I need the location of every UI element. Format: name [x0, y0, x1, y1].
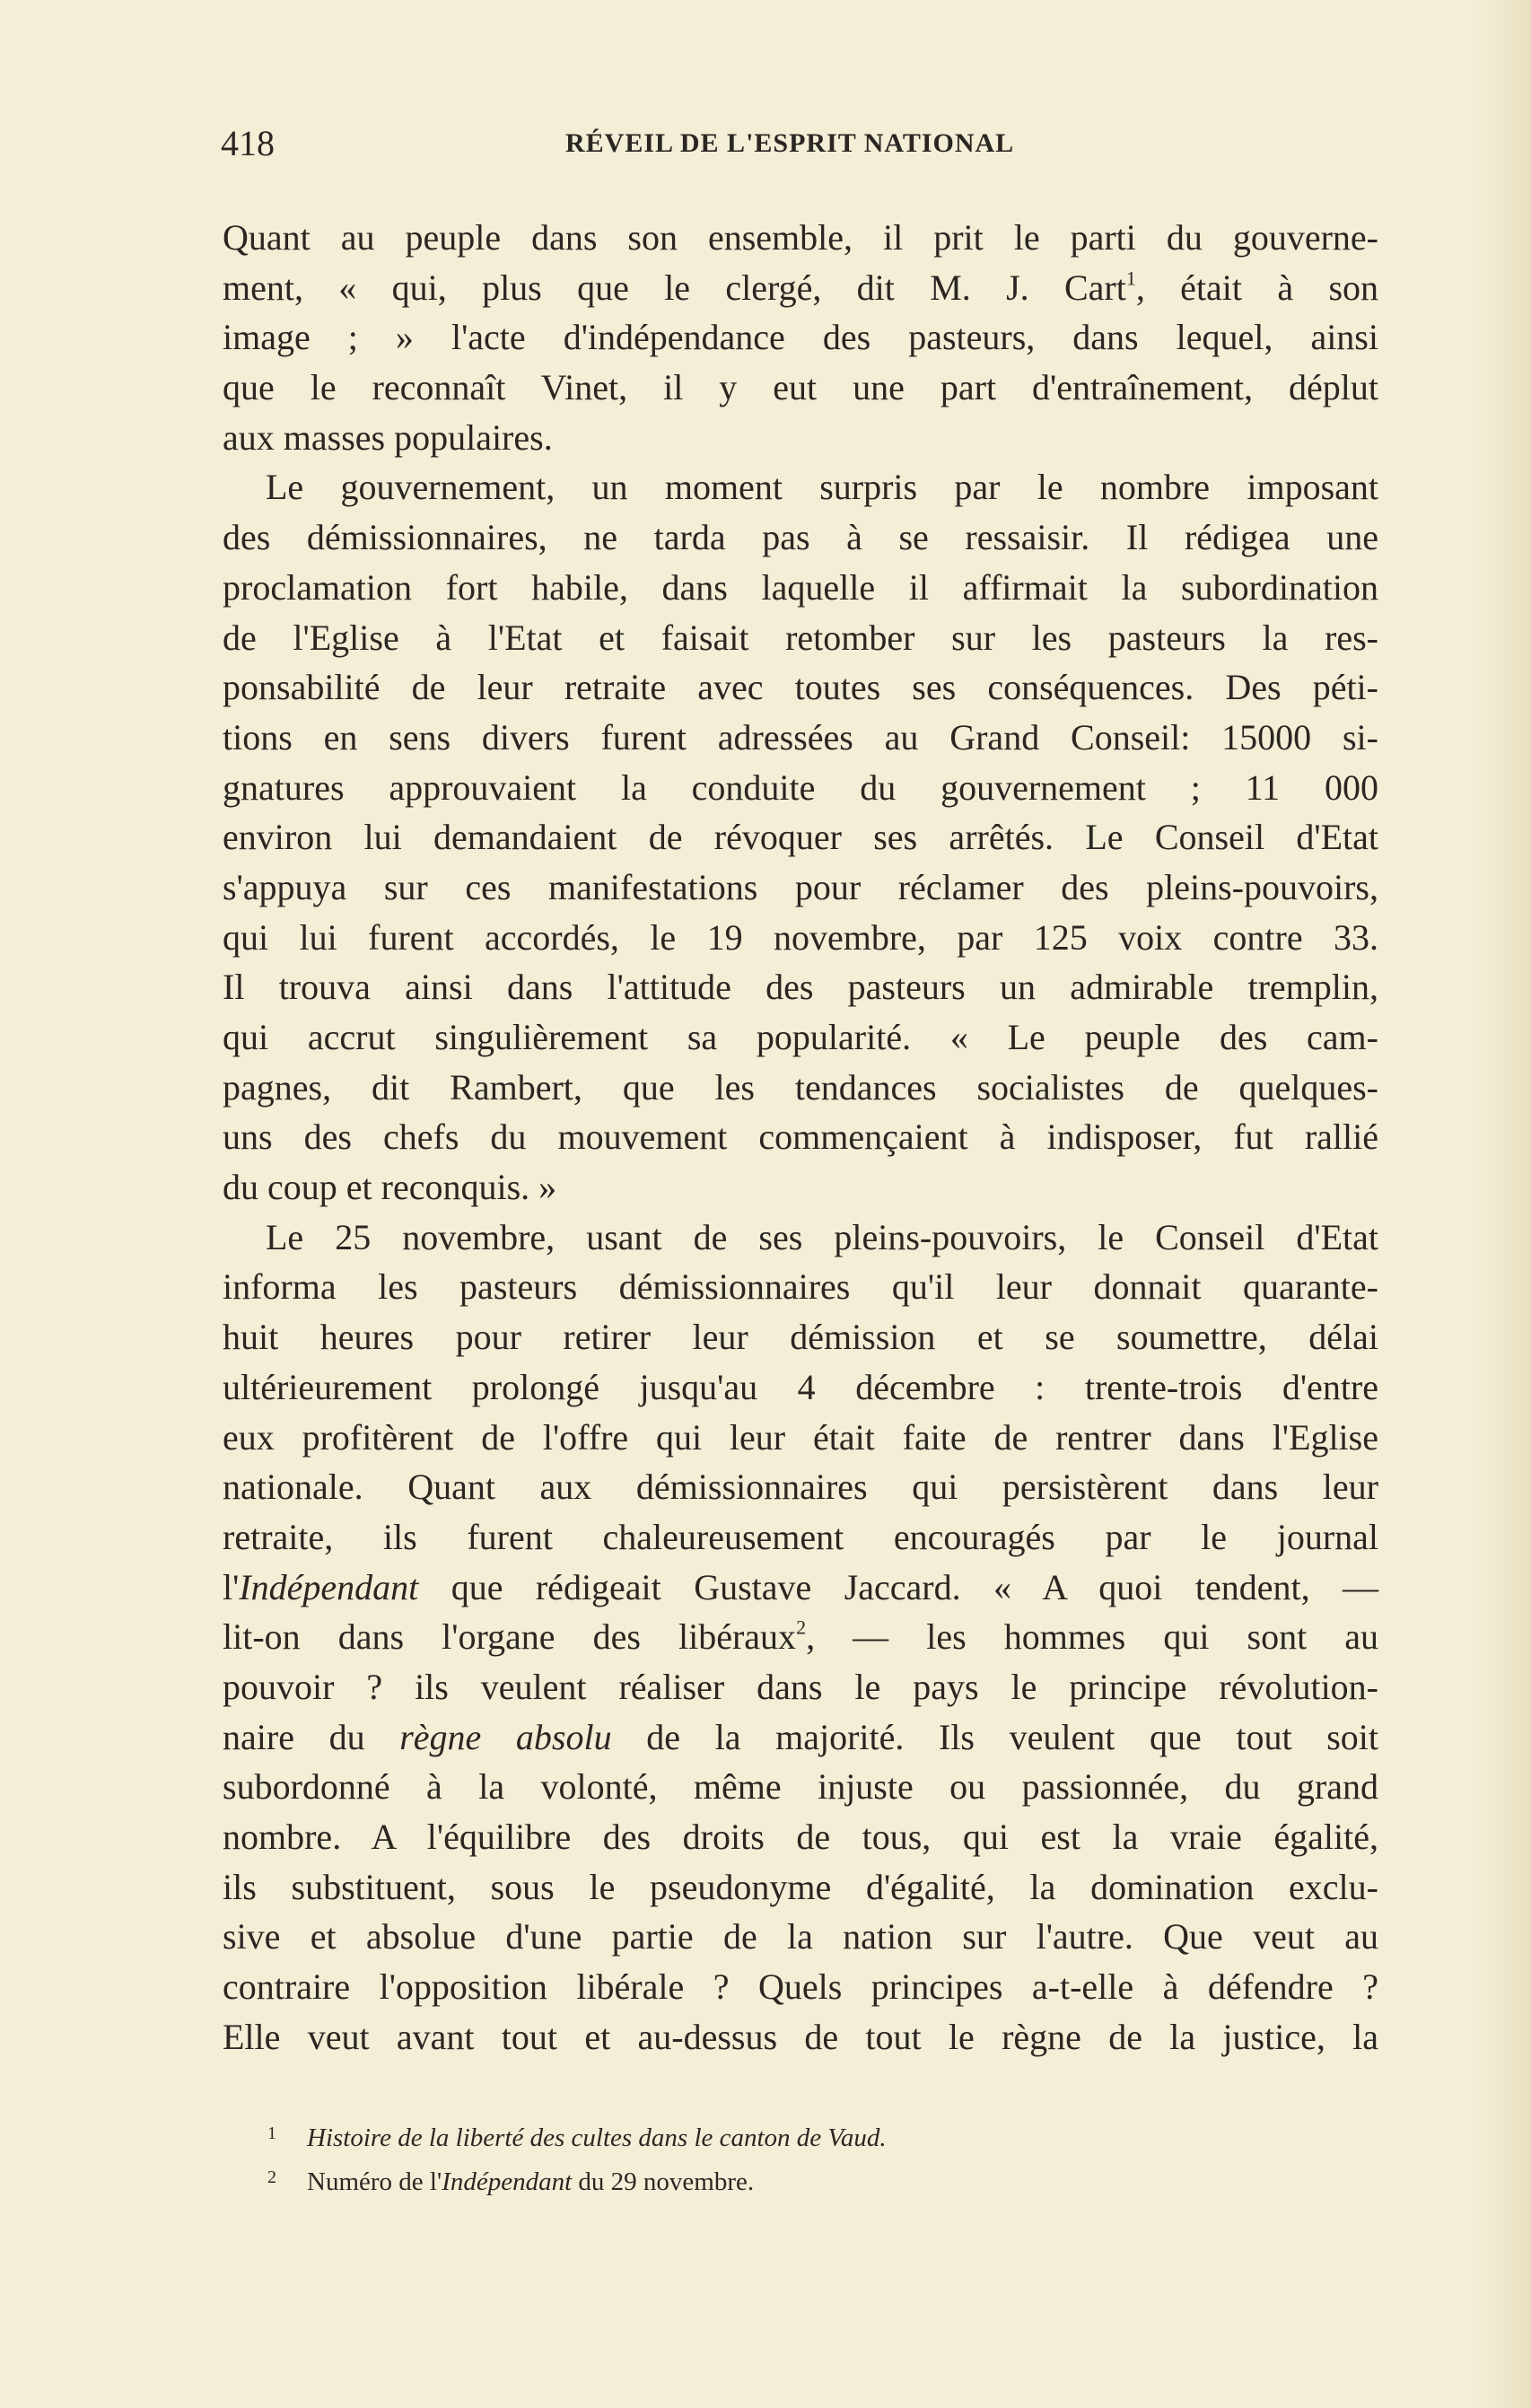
- text-run: ils substituent, sous le pseudonyme d'égalité, la domination exclu-: [223, 1866, 1378, 1907]
- text-run: qui accrut singulièrement sa popularité. « Le peuple des cam-: [223, 1017, 1378, 1057]
- text-line: [223, 1912, 1378, 1962]
- text-line: [223, 462, 1378, 512]
- running-head: RÉVEIL DE L'ESPRIT NATIONAL: [565, 128, 1015, 158]
- text-run: ultérieurement prolongé jusqu'au 4 décembre : trente-trois d'entre: [223, 1366, 1378, 1407]
- text-line: [223, 1063, 1378, 1113]
- text-run: , était à son: [1135, 267, 1379, 308]
- text-run: , — les hommes qui sont au: [806, 1616, 1379, 1658]
- text-run: gnatures approuvaient la conduite du gouvernement ; 11 000: [223, 766, 1378, 808]
- italic-text: règne absolu: [399, 1716, 612, 1757]
- text-run: qui lui furent accordés, le 19 novembre, par 125 voix contre 33.: [223, 916, 1378, 958]
- footnote: [267, 2158, 1255, 2202]
- footnote-reference: 2: [796, 1616, 807, 1639]
- text-line: [223, 962, 1378, 1012]
- text-line: [223, 563, 1378, 613]
- text-line: [223, 1262, 1378, 1312]
- text-run: tions en sens divers furent adressées au Grand Conseil: 15000 si-: [223, 716, 1378, 757]
- text-run: Il trouva ainsi dans l'attitude des pasteurs un admirable tremplin,: [223, 967, 1378, 1008]
- text-run: nombre. A l'équilibre des droits de tous, qui est la vraie égalité,: [223, 1817, 1378, 1857]
- text-line: [223, 1612, 1378, 1662]
- text-line: [223, 613, 1378, 663]
- text-line: [223, 1512, 1378, 1563]
- text-line: [223, 1413, 1378, 1463]
- text-line: [223, 1162, 1378, 1213]
- text-run: du 29 novembre.: [572, 2167, 755, 2196]
- footnotes: [267, 2114, 1255, 2202]
- text-run: image ; » l'acte d'indépendance des pasteurs, dans lequel, ainsi: [223, 317, 1378, 358]
- text-line: [223, 1712, 1378, 1763]
- text-line: [223, 263, 1378, 313]
- text-run: ponsabilité de leur retraite avec toutes ses conséquences. Des péti-: [223, 667, 1378, 708]
- text-line: [223, 1862, 1378, 1913]
- text-line: [223, 213, 1378, 263]
- text-run: s'appuya sur ces manifestations pour réclamer des pleins-pouvoirs,: [223, 866, 1378, 907]
- text-line: [223, 1812, 1378, 1862]
- text-line: [223, 413, 1378, 463]
- page-number: 418: [221, 123, 275, 163]
- text-line: [223, 713, 1378, 763]
- text-run: ment, « qui, plus que le clergé, dit M. J. Cart: [223, 267, 1126, 308]
- text-line: [223, 913, 1378, 963]
- text-run: Le 25 novembre, usant de ses pleins-pouvoirs, le Conseil d'Etat: [266, 1216, 1378, 1257]
- text-line: [223, 1462, 1378, 1512]
- text-line: [223, 1312, 1378, 1362]
- text-line: [223, 1112, 1378, 1162]
- text-run: nationale. Quant aux démissionnaires qui persistèrent dans leur: [223, 1467, 1378, 1508]
- text-line: [223, 812, 1378, 863]
- text-line: [223, 2012, 1378, 2062]
- text-run: proclamation fort habile, dans laquelle il affirmait la subordination: [223, 566, 1378, 608]
- italic-text: Indépendant: [239, 1566, 419, 1607]
- text-run: contraire l'opposition libérale ? Quels principes a-t-elle à défendre ?: [223, 1966, 1378, 2008]
- text-run: retraite, ils furent chaleureusement encouragés par le journal: [223, 1516, 1378, 1557]
- text-run: subordonné à la volonté, même injuste ou passionnée, du grand: [223, 1766, 1378, 1808]
- text-line: [223, 1362, 1378, 1413]
- text-line: [223, 662, 1378, 713]
- text-line: [223, 1962, 1378, 2012]
- text-run: lit-on dans l'organe des libéraux: [223, 1616, 797, 1658]
- text-run: informa les pasteurs démissionnaires qu'il leur donnait quarante-: [223, 1266, 1378, 1308]
- footnote: [267, 2114, 1255, 2158]
- page-edge-shadow: [1477, 0, 1531, 2408]
- text-run: Numéro de l': [307, 2167, 442, 2196]
- text-run: Le gouvernement, un moment surpris par le nombre imposant: [266, 467, 1378, 508]
- text-run: naire du: [223, 1716, 400, 1757]
- body-text: [223, 213, 1378, 2062]
- text-line: [223, 363, 1378, 413]
- text-run: du coup et reconquis. »: [223, 1167, 557, 1208]
- text-run: des démissionnaires, ne tarda pas à se ressaisir. Il rédigea une: [223, 517, 1378, 558]
- footnote-number: 1: [267, 2123, 276, 2143]
- text-run: uns des chefs du mouvement commençaient à indisposer, fut rallié: [223, 1116, 1378, 1158]
- text-run: eux profitèrent de l'offre qui leur était faite de rentrer dans l'Eglise: [223, 1416, 1378, 1458]
- text-run: Quant au peuple dans son ensemble, il prit le parti du gouverne-: [223, 217, 1378, 258]
- text-run: environ lui demandaient de révoquer ses arrêtés. Le Conseil d'Etat: [223, 817, 1378, 858]
- text-run: pagnes, dit Rambert, que les tendances socialistes de quelques-: [223, 1066, 1378, 1108]
- text-line: [223, 763, 1378, 813]
- text-run: pouvoir ? ils veulent réaliser dans le pays le principe révolution-: [223, 1666, 1378, 1707]
- footnote-number: 2: [267, 2167, 276, 2187]
- text-line: [223, 1662, 1378, 1712]
- text-line: [223, 312, 1378, 363]
- text-run: Elle veut avant tout et au-dessus de tout le règne de la justice, la: [223, 2016, 1378, 2057]
- text-run: de la majorité. Ils veulent que tout soit: [611, 1716, 1378, 1757]
- text-line: [223, 1563, 1378, 1613]
- text-line: [223, 512, 1378, 563]
- text-run: sive et absolue d'une partie de la nation sur l'autre. Que veut au: [223, 1916, 1378, 1957]
- italic-text: Histoire de la liberté des cultes dans le canton de Vaud.: [307, 2123, 887, 2152]
- text-run: que le reconnaît Vinet, il y eut une part d'entraînement, déplut: [223, 367, 1378, 408]
- italic-text: Indépendant: [442, 2167, 573, 2196]
- text-run: aux masses populaires.: [223, 416, 553, 458]
- text-run: de l'Eglise à l'Etat et faisait retomber sur les pasteurs la res-: [223, 617, 1378, 658]
- text-line: [223, 1012, 1378, 1063]
- text-run: l': [223, 1566, 240, 1607]
- text-line: [223, 863, 1378, 913]
- footnote-reference: 1: [1125, 267, 1136, 290]
- text-run: huit heures pour retirer leur démission et se soumettre, délai: [223, 1317, 1378, 1358]
- text-line: [223, 1213, 1378, 1263]
- text-line: [223, 1762, 1378, 1812]
- text-run: que rédigeait Gustave Jaccard. « A quoi tendent, —: [418, 1566, 1378, 1607]
